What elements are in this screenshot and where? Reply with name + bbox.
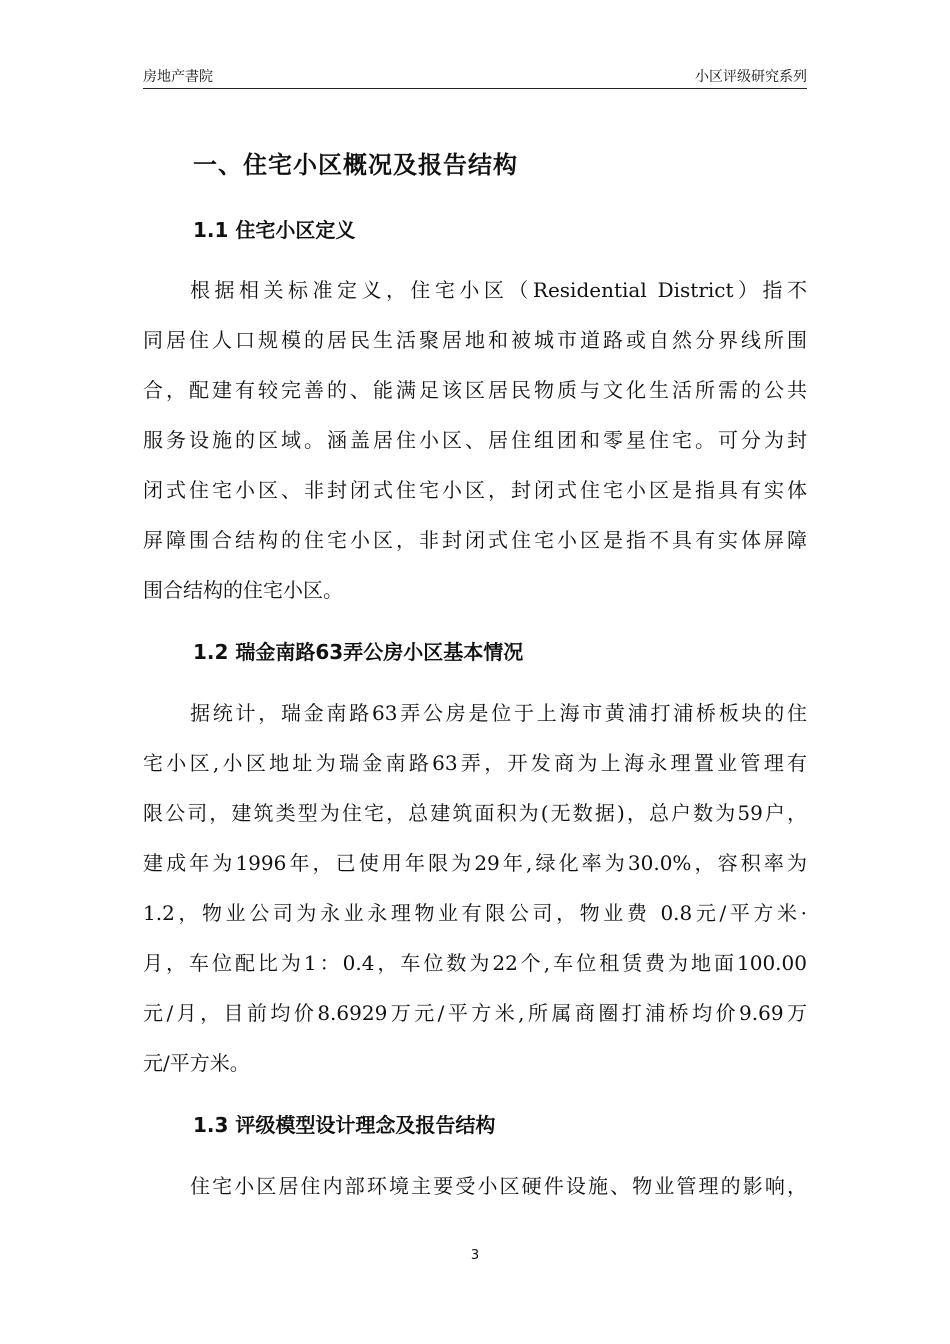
paragraph-line: 元/平方米。 (143, 1051, 250, 1075)
paragraph-line: 1.2，物业公司为永业永理物业有限公司，物业费 0.8元/平方米· (143, 901, 807, 925)
paragraph-1-2 (143, 700, 807, 1100)
paragraph-1-1 (143, 277, 807, 627)
paragraph-line: 闭式住宅小区、非封闭式住宅小区，封闭式住宅小区是指具有实体 (143, 478, 807, 502)
paragraph-1-3 (143, 1173, 807, 1223)
paragraph-line: 据统计，瑞金南路63弄公房是位于上海市黄浦打浦桥板块的住 (190, 701, 807, 725)
paragraph-line: 同居住人口规模的居民生活聚居地和被城市道路或自然分界线所围 (143, 328, 807, 352)
header-right-text: 小区评级研究系列 (695, 69, 807, 85)
page-header (143, 66, 807, 89)
page-number: 3 (470, 1248, 480, 1263)
paragraph-line: 住宅小区居住内部环境主要受小区硬件设施、物业管理的影响， (190, 1174, 807, 1198)
paragraph-line: 屏障围合结构的住宅小区，非封闭式住宅小区是指不具有实体屏障 (143, 528, 807, 552)
paragraph-line: 元/月，目前均价8.6929万元/平方米,所属商圈打浦桥均价9.69万 (143, 1001, 807, 1025)
paragraph-line: 宅小区,小区地址为瑞金南路63弄，开发商为上海永理置业管理有 (143, 751, 807, 775)
heading-1-2: 1.2 瑞金南路63弄公房小区基本情况 (193, 640, 524, 664)
heading-1-1: 1.1 住宅小区定义 (193, 218, 356, 242)
paragraph-line: 限公司，建筑类型为住宅，总建筑面积为(无数据)，总户数为59户， (143, 801, 807, 825)
paragraph-line: 合，配建有较完善的、能满足该区居民物质与文化生活所需的公共 (143, 378, 807, 402)
section-title: 一、住宅小区概况及报告结构 (193, 151, 518, 179)
paragraph-line: 服务设施的区域。涵盖居住小区、居住组团和零星住宅。可分为封 (143, 428, 807, 452)
paragraph-line: 月，车位配比为1：0.4，车位数为22个,车位租赁费为地面100.00 (143, 951, 807, 975)
paragraph-line: 建成年为1996年，已使用年限为29年,绿化率为30.0%，容积率为 (143, 851, 807, 875)
heading-1-3: 1.3 评级模型设计理念及报告结构 (193, 1113, 496, 1137)
header-left-text: 房地产書院 (143, 69, 213, 85)
paragraph-line: 根据相关标准定义，住宅小区（Residential District）指不 (190, 278, 807, 302)
paragraph-line: 围合结构的住宅小区。 (143, 578, 343, 602)
